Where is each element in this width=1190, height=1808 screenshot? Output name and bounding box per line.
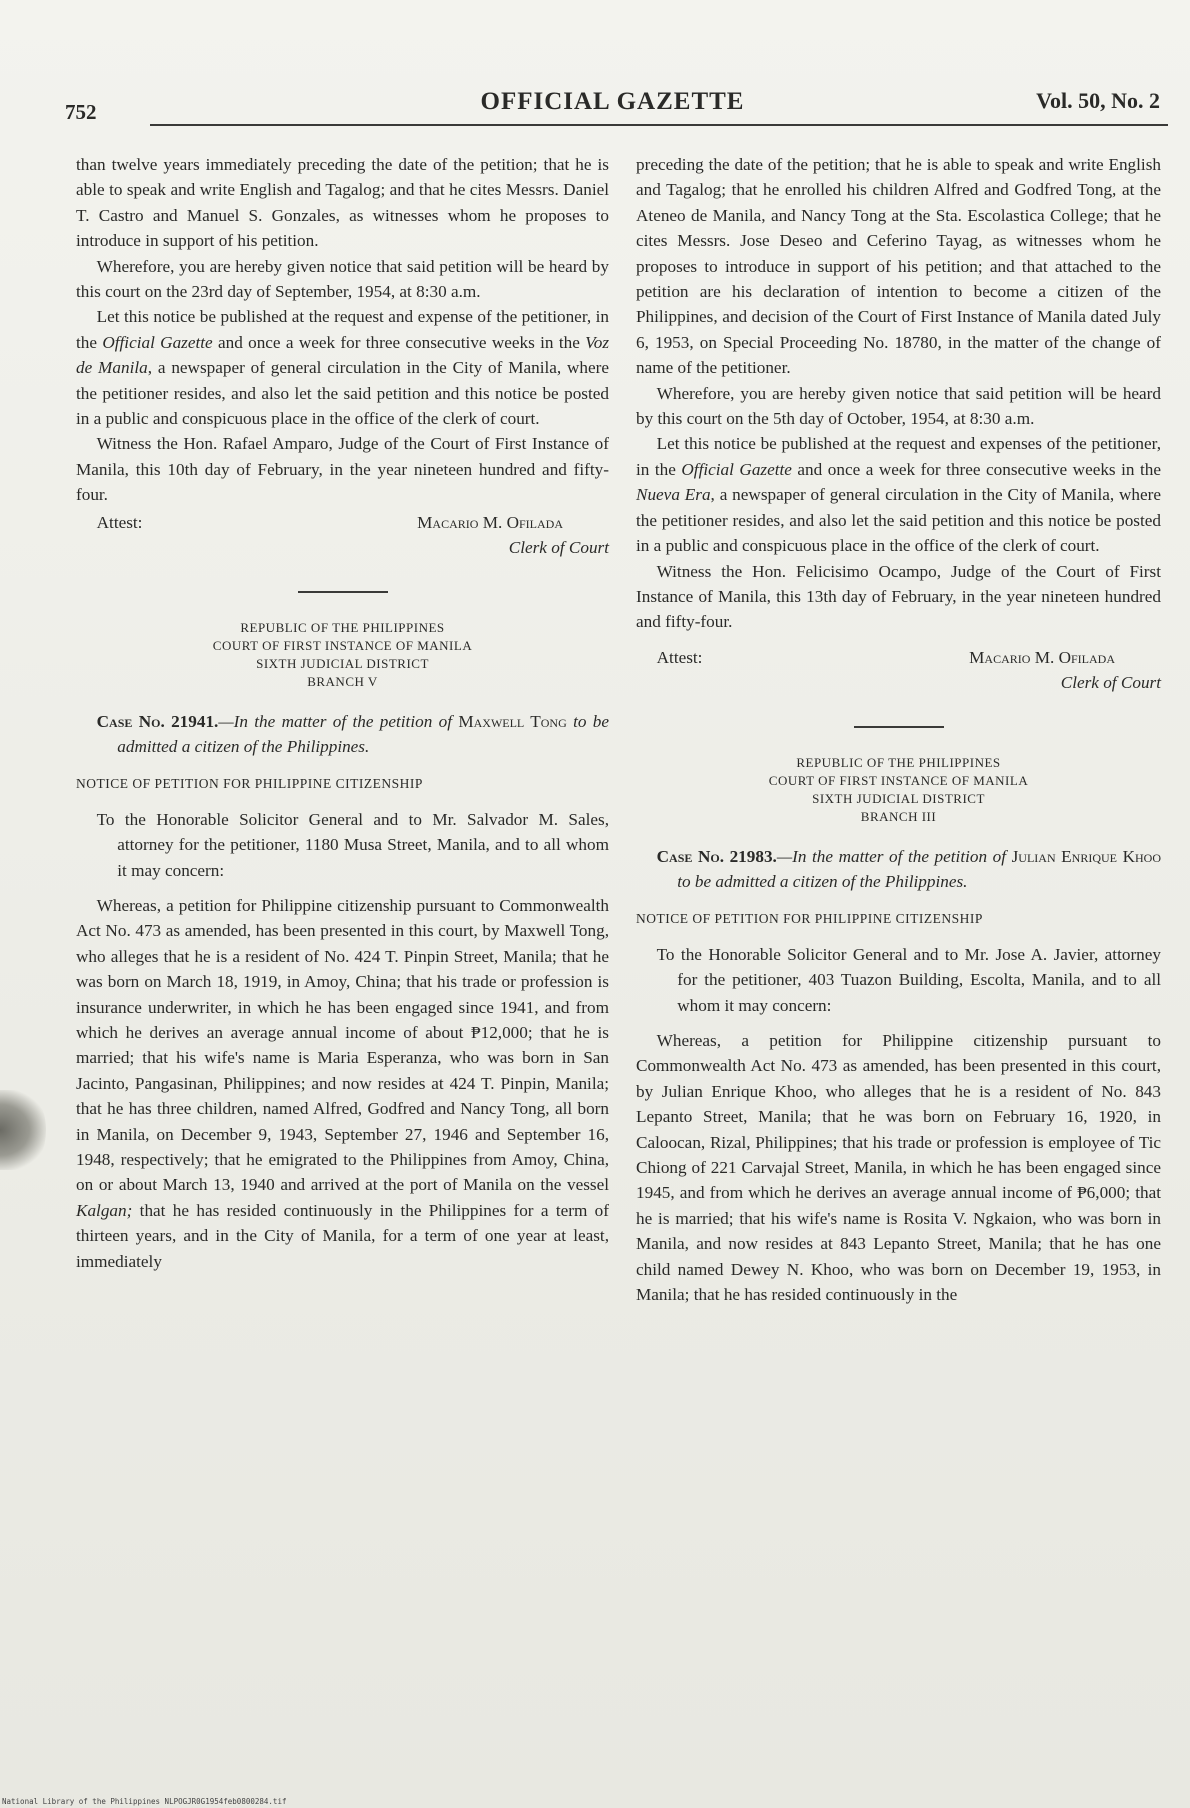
left-addressee: To the Honorable Solicitor General and to Mr. Salvador M. Sales, attorney for the petitioner, 1180 Musa Street, Manila, and to all whom it may concern: bbox=[96, 809, 609, 880]
right-para-4: Witness the Hon. Felicisimo Ocampo, Judge of the Court of First Instance of Manila, this 13th day of February, in the year nineteen hundred and fifty-four. bbox=[636, 561, 1161, 632]
newspaper-name: Voz de Manila bbox=[76, 332, 610, 378]
vessel-name: Kalgan; bbox=[76, 1200, 133, 1220]
gazette-name: Official Gazette bbox=[102, 332, 213, 352]
right-case-title: Case No. 21983.—In the matter of the petition of Julian Enrique Khoo to be admitted a citizen of the Philippines. bbox=[656, 846, 1161, 891]
left-para-4: Witness the Hon. Rafael Amparo, Judge of the Court of First Instance of Manila, this 10th day of February, in the year nineteen hundred and fifty-four. bbox=[76, 434, 609, 505]
clerk-title: Clerk of Court bbox=[1060, 673, 1161, 693]
court-line: SIXTH JUDICIAL DISTRICT bbox=[812, 790, 985, 806]
clerk-title: Clerk of Court bbox=[508, 538, 609, 558]
right-body: Whereas, a petition for Philippine citizenship pursuant to Commonwealth Act No. 473 as amended, has been presented in this court, by Julian Enrique Khoo, who alleges that he is a resident of No. 843 Lepanto Street, Manila; that he was born on February 16, 1920, in Caloocan, Rizal, Philippines; that his trade or profession is employee of Tic Chiong of 221 Carvajal Street, Manila, in which he has been engaged since 1945, and from which he derives an average annual income of ₱6,000; that he is married; that his wife's name is Rosita V. Ngkaion, who was born in Manila, and now resides at 843 Lepanto Street, Manila; that he has one child named Dewey N. Khoo, who was born on December 19, 1953, in Manila; that he has resided continuously in the bbox=[636, 1030, 1161, 1305]
right-addressee: To the Honorable Solicitor General and to Mr. Jose A. Javier, attorney for the petitioner, 403 Tuazon Building, Escolta, Manila, and to all whom it may concern: bbox=[656, 944, 1161, 1015]
left-case-title: Case No. 21941.—In the matter of the petition of Maxwell Tong to be admitted a citizen of the Philippines. bbox=[96, 711, 610, 756]
volume-number: Vol. 50, No. 2 bbox=[1036, 88, 1160, 113]
petitioner-name: Julian Enrique Khoo bbox=[1011, 846, 1161, 866]
right-para-3: Let this notice be published at the request and expenses of the petitioner, in the Official Gazette and once a week for three consecutive weeks in the Nueva Era, a newspaper of general circulation in the City of Manila, where the petitioner resides, and also let the said petition and this notice be posted in a public and conspicuous place in the office of the clerk of court. bbox=[636, 434, 1161, 556]
court-line: BRANCH III bbox=[860, 808, 937, 824]
right-notice-heading: NOTICE OF PETITION FOR PHILIPPINE CITIZENSHIP bbox=[636, 911, 983, 927]
right-para-2: Wherefore, you are hereby given notice that said petition will be heard by this court on the 5th day of October, 1954, at 8:30 a.m. bbox=[636, 383, 1161, 429]
header-rule bbox=[150, 124, 1168, 126]
page-number: 752 bbox=[65, 100, 97, 124]
court-line: SIXTH JUDICIAL DISTRICT bbox=[256, 655, 429, 671]
left-para-2: Wherefore, you are hereby given notice that said petition will be heard by this court on the 23rd day of September, 1954, at 8:30 a.m. bbox=[76, 256, 609, 302]
attest-label: Attest: bbox=[656, 647, 703, 667]
petitioner-name: Maxwell Tong bbox=[458, 711, 567, 731]
court-line: COURT OF FIRST INSTANCE OF MANILA bbox=[768, 772, 1029, 788]
right-column bbox=[636, 152, 1161, 1307]
court-line: BRANCH V bbox=[307, 673, 378, 689]
left-para-3: Let this notice be published at the request and expense of the petitioner, in the Official Gazette and once a week for three consecutive weeks in the Voz de Manila, a newspaper of general circulation in the City of Manila, where the petitioner resides, and also let the said petition and this notice be posted in a public and conspicuous place in the office of the clerk of court. bbox=[76, 307, 610, 429]
left-para-1: than twelve years immediately preceding the date of the petition; that he is able to speak and write English and Tagalog; and that he cites Messrs. Daniel T. Castro and Manuel S. Gonzales, as witnesses whom he proposes to introduce in support of his petition. bbox=[76, 155, 609, 251]
court-line: REPUBLIC OF THE PHILIPPINES bbox=[796, 754, 1001, 770]
attest-label: Attest: bbox=[96, 512, 143, 532]
publication-title: OFFICIAL GAZETTE bbox=[480, 88, 745, 115]
left-signature bbox=[417, 510, 609, 561]
section-divider bbox=[298, 591, 388, 593]
right-para-1: preceding the date of the petition; that he is able to speak and write English and Tagalog; that he enrolled his children Alfred and Godfred Tong, at the Ateneo de Manila, and Nancy Tong at the Sta. Escolastica College; that he cites Messrs. Jose Deseo and Ceferino Tayag, as witnesses whom he proposes to introduce in support of his petition; and that attached to the petition are his declaration of intention to become a citizen of the Philippines, and decision of the Court of First Instance of Manila dated July 6, 1953, on Special Proceeding No. 18780, in the matter of the change of name of the petitioner. bbox=[636, 155, 1161, 378]
right-signature bbox=[969, 645, 1161, 696]
left-attest bbox=[76, 510, 609, 561]
left-body: Whereas, a petition for Philippine citizenship pursuant to Commonwealth Act No. 473 as amended, has been presented in this court, by Maxwell Tong, who alleges that he is a resident of No. 424 T. Pinpin Street, Manila; that he was born on March 18, 1919, in Amoy, China; that his trade or profession is insurance underwriter, in which he has been engaged since 1941, and from which he derives an average annual income of about ₱12,000; that he is married; that his wife's name is Maria Esperanza, who was born in San Jacinto, Pangasinan, Philippines; and now resides at 424 T. Pinpin, Manila; that he has three children, named Alfred, Godfred and Nancy Tong, all born in Manila, on December 9, 1943, September 27, 1946 and September 16, 1948, respectively; that he emigrated to the Philippines from Amoy, China, on or about March 13, 1940 and arrived at the port of Manila on the vessel Kalgan; that he has resided continuously in the Philippines for a term of thirteen years, and in the City of Manila, for a term of one year at least, immediately bbox=[76, 895, 609, 1271]
court-line: COURT OF FIRST INSTANCE OF MANILA bbox=[212, 637, 473, 653]
left-court-heading bbox=[76, 619, 609, 691]
left-notice-heading: NOTICE OF PETITION FOR PHILIPPINE CITIZENSHIP bbox=[76, 776, 423, 792]
left-column bbox=[76, 152, 609, 1274]
right-attest bbox=[636, 645, 1161, 696]
clerk-name: Macario M. Ofilada bbox=[417, 512, 563, 532]
gazette-name: Official Gazette bbox=[681, 459, 792, 479]
court-line: REPUBLIC OF THE PHILIPPINES bbox=[240, 619, 445, 635]
scan-footer: National Library of the Philippines NLPOGJR0G1954feb0800284.tif bbox=[2, 1797, 287, 1806]
page-header bbox=[65, 88, 1160, 122]
newspaper-name: Nueva Era bbox=[636, 485, 711, 505]
section-divider bbox=[854, 726, 944, 728]
scan-stain bbox=[0, 1090, 46, 1170]
right-court-heading bbox=[636, 754, 1161, 826]
clerk-name: Macario M. Ofilada bbox=[969, 647, 1115, 667]
